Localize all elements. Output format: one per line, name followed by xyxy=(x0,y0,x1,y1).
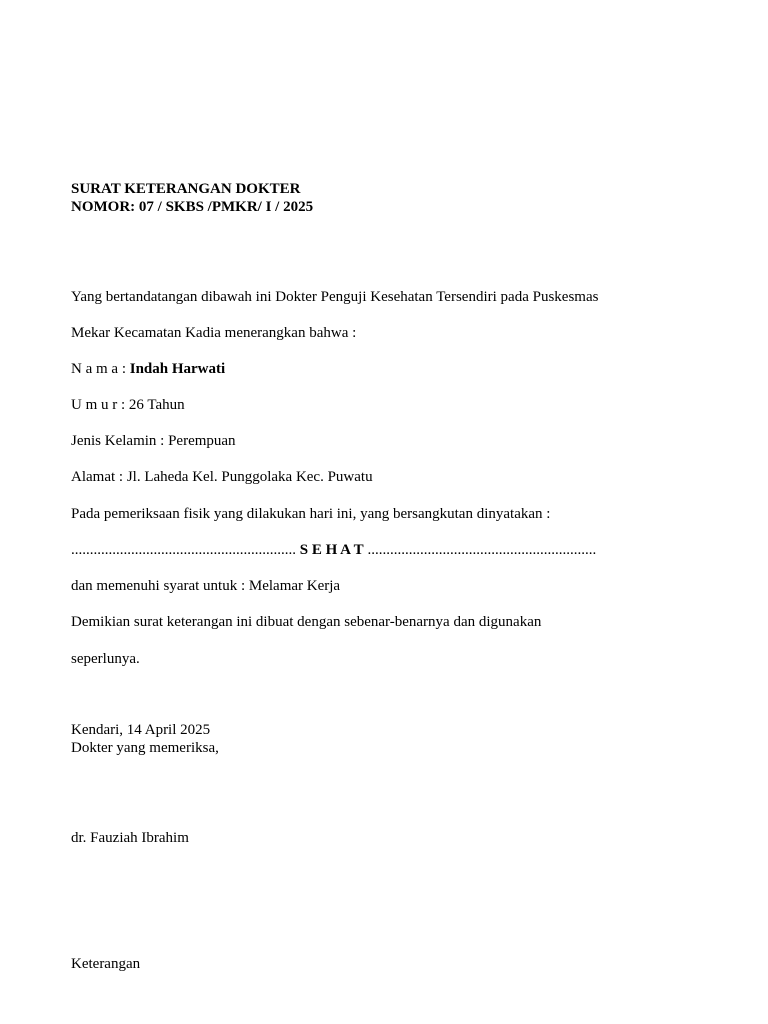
closing-line-2: seperlunya. xyxy=(71,651,140,667)
result-dots-right: ............................................................. xyxy=(363,542,597,558)
exam-result-row xyxy=(71,541,596,559)
place-date: Kendari, 14 April 2025 xyxy=(71,722,211,738)
patient-age: U m u r : 26 Tahun xyxy=(71,397,185,413)
letter-number: NOMOR: 07 / SKBS /PMKR/ I / 2025 xyxy=(71,199,314,215)
patient-address: Alamat : Jl. Laheda Kel. Punggolaka Kec. Puwatu xyxy=(71,469,373,485)
patient-gender: Jenis Kelamin : Perempuan xyxy=(71,433,236,449)
signer-role: Dokter yang memeriksa, xyxy=(71,740,219,756)
patient-name-row xyxy=(71,360,225,378)
patient-name-value: Indah Harwati xyxy=(129,361,226,377)
exam-result-value: S E H A T xyxy=(299,542,364,558)
doctor-name: dr. Fauziah Ibrahim xyxy=(71,830,189,846)
closing-line-1: Demikian surat keterangan ini dibuat dengan sebenar-benarnya dan digunakan xyxy=(71,614,542,630)
intro-line-2: Mekar Kecamatan Kadia menerangkan bahwa : xyxy=(71,325,357,341)
purpose-statement: dan memenuhi syarat untuk : Melamar Kerja xyxy=(71,578,341,594)
exam-statement: Pada pemeriksaan fisik yang dilakukan hari ini, yang bersangkutan dinyatakan : xyxy=(71,506,551,522)
note-label: Keterangan xyxy=(71,956,141,972)
intro-line-1: Yang bertandatangan dibawah ini Dokter Penguji Kesehatan Tersendiri pada Puskesmas xyxy=(71,289,599,305)
result-dots-left: ............................................................ xyxy=(71,542,300,558)
letter-title: SURAT KETERANGAN DOKTER xyxy=(71,181,301,197)
patient-name-label: N a m a : xyxy=(71,361,130,377)
